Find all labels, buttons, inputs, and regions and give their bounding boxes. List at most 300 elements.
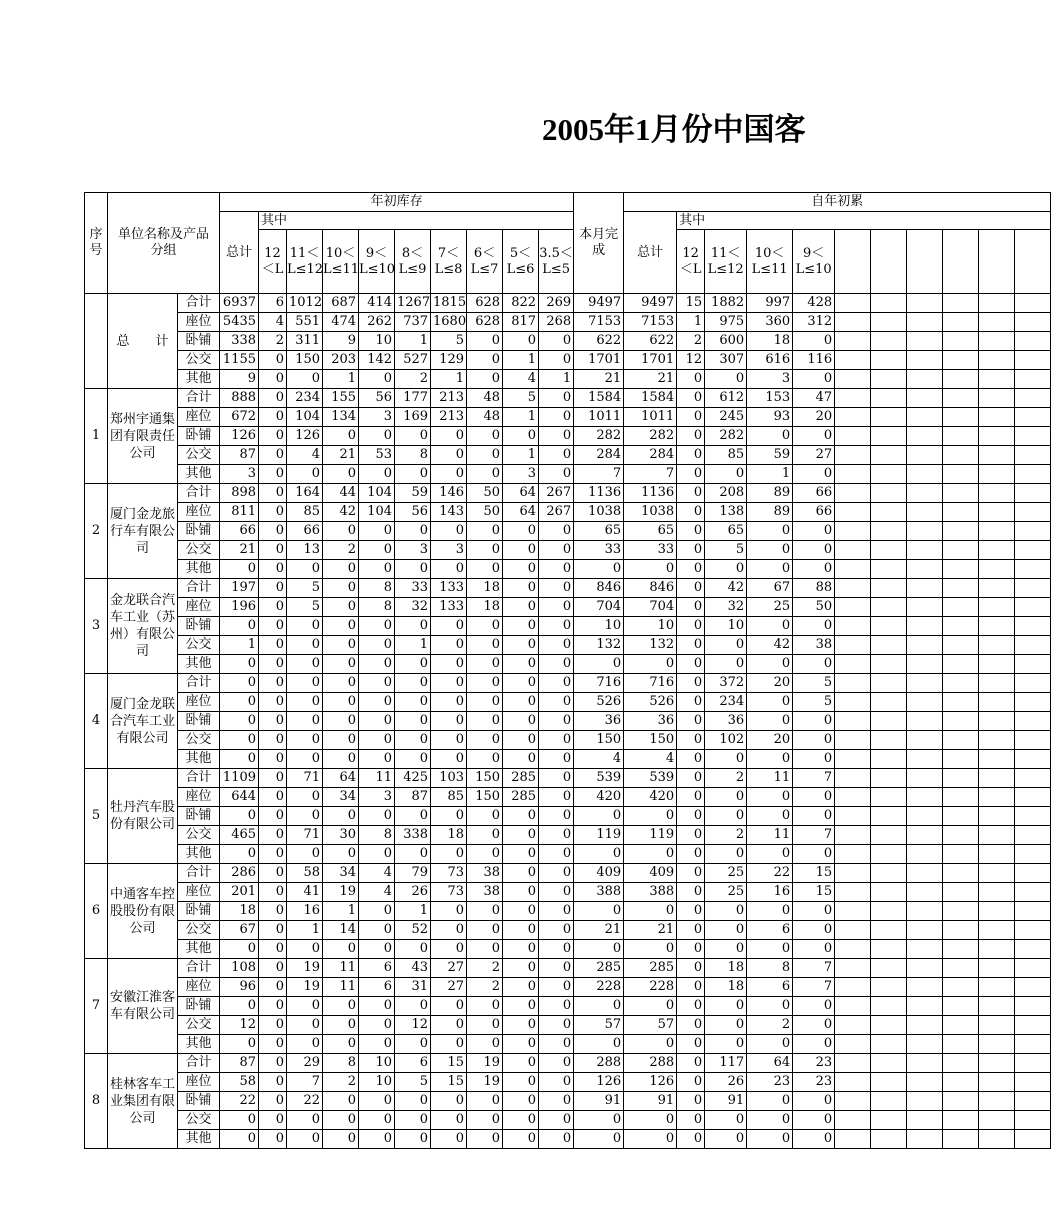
- data-cell: 0: [467, 1035, 503, 1054]
- data-cell: 0: [539, 408, 574, 427]
- data-cell: 33: [395, 579, 431, 598]
- data-cell: 0: [793, 370, 835, 389]
- data-cell: 0: [467, 522, 503, 541]
- data-cell: 0: [395, 712, 431, 731]
- table-row: [85, 750, 1051, 769]
- data-cell: 0: [677, 959, 705, 978]
- data-cell: 0: [220, 1111, 259, 1130]
- data-cell: 0: [677, 1111, 705, 1130]
- data-cell: 2: [395, 370, 431, 389]
- table-row: [85, 864, 1051, 883]
- data-cell: 409: [624, 864, 677, 883]
- report-title: 2005年1月份中国客: [542, 112, 806, 147]
- data-cell: 0: [539, 617, 574, 636]
- data-cell: 0: [677, 788, 705, 807]
- data-cell-hidden: [1015, 826, 1051, 845]
- data-cell: 0: [359, 921, 395, 940]
- data-cell: 0: [747, 712, 793, 731]
- data-cell: 26: [705, 1073, 747, 1092]
- data-cell: 18: [747, 332, 793, 351]
- data-cell-hidden: [907, 1054, 943, 1073]
- category-label: 公交: [178, 921, 220, 940]
- data-cell: 0: [287, 1111, 323, 1130]
- data-cell-hidden: [979, 788, 1015, 807]
- data-cell-hidden: [1015, 674, 1051, 693]
- data-cell: 0: [220, 807, 259, 826]
- data-cell: 18: [467, 598, 503, 617]
- total-header-2: 总计: [624, 212, 677, 294]
- data-cell-hidden: [907, 997, 943, 1016]
- data-cell: 3: [395, 541, 431, 560]
- data-cell-hidden: [1015, 617, 1051, 636]
- category-label: 其他: [178, 370, 220, 389]
- data-cell-hidden: [943, 921, 979, 940]
- category-label: 合计: [178, 484, 220, 503]
- data-cell-hidden: [835, 712, 871, 731]
- data-cell-hidden: [871, 560, 907, 579]
- data-cell: 89: [747, 503, 793, 522]
- data-cell: 102: [705, 731, 747, 750]
- data-cell: 1: [677, 313, 705, 332]
- data-cell: 153: [747, 389, 793, 408]
- data-cell: 372: [705, 674, 747, 693]
- data-cell: 0: [624, 1130, 677, 1149]
- data-cell: 116: [793, 351, 835, 370]
- data-cell: 0: [259, 370, 287, 389]
- data-cell-hidden: [907, 370, 943, 389]
- data-cell: 150: [624, 731, 677, 750]
- data-cell: 716: [624, 674, 677, 693]
- table-row: [85, 313, 1051, 332]
- data-cell: 0: [287, 1035, 323, 1054]
- data-cell-hidden: [1015, 522, 1051, 541]
- row-seq: 3: [85, 579, 108, 674]
- data-cell: 213: [431, 408, 467, 427]
- data-cell-hidden: [871, 788, 907, 807]
- data-cell: 0: [220, 1130, 259, 1149]
- data-cell: 716: [574, 674, 624, 693]
- data-cell: 64: [323, 769, 359, 788]
- data-cell-hidden: [943, 617, 979, 636]
- data-cell-hidden: [907, 579, 943, 598]
- data-cell: 5435: [220, 313, 259, 332]
- data-cell-hidden: [979, 294, 1015, 313]
- data-cell: 47: [793, 389, 835, 408]
- data-cell: 18: [220, 902, 259, 921]
- data-cell: 13: [287, 541, 323, 560]
- data-cell: 0: [359, 1130, 395, 1149]
- table-row: [85, 617, 1051, 636]
- data-cell: 2: [323, 1073, 359, 1092]
- data-cell-hidden: [871, 674, 907, 693]
- data-cell: 0: [395, 1111, 431, 1130]
- data-cell: 87: [220, 1054, 259, 1073]
- data-cell: 27: [793, 446, 835, 465]
- data-cell: 7: [793, 826, 835, 845]
- data-cell: 2: [705, 769, 747, 788]
- category-label: 座位: [178, 788, 220, 807]
- data-cell: 0: [287, 560, 323, 579]
- data-cell: 10: [705, 617, 747, 636]
- data-cell: 30: [323, 826, 359, 845]
- data-cell: 1: [395, 636, 431, 655]
- data-cell: 9497: [624, 294, 677, 313]
- category-label: 其他: [178, 1035, 220, 1054]
- table-row: [85, 959, 1051, 978]
- data-cell-hidden: [871, 503, 907, 522]
- data-cell: 1155: [220, 351, 259, 370]
- data-cell: 0: [747, 560, 793, 579]
- data-cell: 203: [323, 351, 359, 370]
- data-cell: 0: [747, 845, 793, 864]
- data-cell: 11: [323, 959, 359, 978]
- data-cell: 67: [220, 921, 259, 940]
- table-row: [85, 579, 1051, 598]
- data-cell: 414: [359, 294, 395, 313]
- unit-header: 单位名称及产品分组: [108, 193, 220, 294]
- data-cell: 0: [467, 845, 503, 864]
- data-cell: 133: [431, 598, 467, 617]
- data-cell: 126: [574, 1073, 624, 1092]
- data-cell: 38: [467, 864, 503, 883]
- data-cell: 0: [431, 617, 467, 636]
- data-cell-hidden: [979, 902, 1015, 921]
- data-cell: 32: [705, 598, 747, 617]
- data-cell: 0: [220, 655, 259, 674]
- data-cell: 0: [793, 427, 835, 446]
- range-header: 3.5＜L≤5: [539, 230, 574, 294]
- data-cell-hidden: [907, 617, 943, 636]
- data-cell-hidden: [835, 655, 871, 674]
- data-cell: 1011: [624, 408, 677, 427]
- data-cell: 34: [323, 864, 359, 883]
- data-cell: 0: [259, 826, 287, 845]
- data-cell: 0: [624, 1035, 677, 1054]
- data-cell: 0: [503, 826, 539, 845]
- data-cell: 18: [431, 826, 467, 845]
- data-cell: 0: [259, 655, 287, 674]
- data-cell: 1: [503, 408, 539, 427]
- data-cell-hidden: [871, 313, 907, 332]
- data-cell: 3: [503, 465, 539, 484]
- data-cell-hidden: [871, 997, 907, 1016]
- data-cell: 0: [323, 598, 359, 617]
- data-cell: 0: [287, 655, 323, 674]
- data-cell-hidden: [979, 712, 1015, 731]
- data-cell-hidden: [1015, 769, 1051, 788]
- data-cell: 0: [287, 750, 323, 769]
- range-header: 10＜L≤11: [323, 230, 359, 294]
- data-cell: 0: [287, 617, 323, 636]
- data-cell-hidden: [907, 294, 943, 313]
- data-cell: 0: [747, 940, 793, 959]
- data-cell: 143: [431, 503, 467, 522]
- data-cell: 0: [287, 370, 323, 389]
- data-cell: 0: [747, 1111, 793, 1130]
- data-cell: 0: [431, 845, 467, 864]
- data-cell: 687: [323, 294, 359, 313]
- table-row: [85, 598, 1051, 617]
- unit-name: 安徽江淮客车有限公司: [108, 959, 178, 1054]
- data-cell: 0: [395, 560, 431, 579]
- data-cell: 0: [287, 788, 323, 807]
- data-cell-hidden: [835, 503, 871, 522]
- data-cell: 0: [287, 940, 323, 959]
- data-cell: 12: [220, 1016, 259, 1035]
- data-cell: 5: [793, 693, 835, 712]
- data-cell: 409: [574, 864, 624, 883]
- data-cell-hidden: [907, 826, 943, 845]
- data-cell: 0: [220, 940, 259, 959]
- data-cell: 0: [574, 997, 624, 1016]
- data-cell-hidden: [907, 332, 943, 351]
- data-cell: 0: [539, 560, 574, 579]
- data-cell: 11: [747, 826, 793, 845]
- data-cell-hidden: [835, 294, 871, 313]
- data-cell: 0: [539, 636, 574, 655]
- data-cell-hidden: [979, 1054, 1015, 1073]
- data-cell: 285: [503, 769, 539, 788]
- data-cell-hidden: [1015, 370, 1051, 389]
- data-cell: 2: [467, 959, 503, 978]
- data-cell-hidden: [979, 978, 1015, 997]
- data-cell: 0: [624, 655, 677, 674]
- data-cell: 0: [323, 807, 359, 826]
- data-cell: 0: [677, 617, 705, 636]
- table-row: [85, 693, 1051, 712]
- data-cell: 0: [677, 731, 705, 750]
- data-cell: 0: [793, 712, 835, 731]
- data-cell: 0: [259, 731, 287, 750]
- data-cell: 0: [539, 1016, 574, 1035]
- data-cell: 282: [624, 427, 677, 446]
- data-cell-hidden: [943, 769, 979, 788]
- data-cell-hidden: [835, 902, 871, 921]
- data-cell-hidden: [979, 522, 1015, 541]
- data-cell: 311: [287, 332, 323, 351]
- data-cell: 898: [220, 484, 259, 503]
- category-label: 座位: [178, 883, 220, 902]
- data-cell: 88: [793, 579, 835, 598]
- data-cell: 0: [503, 1111, 539, 1130]
- data-cell: 0: [747, 617, 793, 636]
- data-cell: 150: [467, 769, 503, 788]
- data-cell: 0: [539, 674, 574, 693]
- data-cell: 0: [259, 750, 287, 769]
- data-cell: 338: [395, 826, 431, 845]
- data-cell: 0: [624, 902, 677, 921]
- data-cell: 0: [287, 693, 323, 712]
- data-cell-hidden: [907, 1092, 943, 1111]
- category-label: 座位: [178, 978, 220, 997]
- category-label: 合计: [178, 294, 220, 313]
- data-cell: 3: [747, 370, 793, 389]
- table-row: [85, 427, 1051, 446]
- data-cell: 7: [793, 959, 835, 978]
- data-cell: 428: [793, 294, 835, 313]
- data-cell: 811: [220, 503, 259, 522]
- data-cell: 4: [624, 750, 677, 769]
- data-cell: 0: [359, 560, 395, 579]
- data-cell: 0: [431, 750, 467, 769]
- data-cell: 3: [359, 408, 395, 427]
- data-cell: 0: [259, 1111, 287, 1130]
- data-cell: 622: [624, 332, 677, 351]
- data-cell: 19: [467, 1073, 503, 1092]
- data-cell-hidden: [1015, 484, 1051, 503]
- data-cell-hidden: [871, 826, 907, 845]
- data-cell: 14: [323, 921, 359, 940]
- data-cell: 126: [624, 1073, 677, 1092]
- data-cell: 282: [574, 427, 624, 446]
- data-cell: 0: [323, 997, 359, 1016]
- data-cell: 12: [395, 1016, 431, 1035]
- data-cell: 7153: [574, 313, 624, 332]
- data-cell: 0: [793, 788, 835, 807]
- data-cell: 0: [793, 655, 835, 674]
- table-row: [85, 446, 1051, 465]
- data-cell: 268: [539, 313, 574, 332]
- data-cell: 0: [323, 1092, 359, 1111]
- data-cell-hidden: [835, 427, 871, 446]
- data-cell: 628: [467, 294, 503, 313]
- data-cell: 0: [359, 655, 395, 674]
- data-cell-hidden: [835, 997, 871, 1016]
- data-cell: 0: [677, 807, 705, 826]
- data-cell: 56: [359, 389, 395, 408]
- data-cell: 2: [705, 826, 747, 845]
- data-cell: 1: [395, 332, 431, 351]
- data-cell: 0: [624, 997, 677, 1016]
- data-cell-hidden: [943, 408, 979, 427]
- data-cell: 228: [574, 978, 624, 997]
- data-cell: 0: [467, 693, 503, 712]
- data-cell-hidden: [979, 1111, 1015, 1130]
- data-cell-hidden: [1015, 598, 1051, 617]
- data-cell-hidden: [1015, 408, 1051, 427]
- data-cell: 0: [431, 712, 467, 731]
- data-cell-hidden: [979, 655, 1015, 674]
- data-cell-hidden: [907, 503, 943, 522]
- data-cell: 0: [705, 560, 747, 579]
- data-cell: 0: [503, 1035, 539, 1054]
- data-cell-hidden: [979, 484, 1015, 503]
- data-cell: 169: [395, 408, 431, 427]
- range-header-ytd-hidden: [979, 230, 1015, 294]
- data-cell: 0: [431, 940, 467, 959]
- data-cell-hidden: [835, 750, 871, 769]
- data-cell-hidden: [943, 845, 979, 864]
- data-cell: 10: [574, 617, 624, 636]
- data-cell-hidden: [943, 1054, 979, 1073]
- data-cell: 11: [359, 769, 395, 788]
- data-cell: 0: [323, 522, 359, 541]
- data-cell: 0: [259, 617, 287, 636]
- data-cell-hidden: [979, 921, 1015, 940]
- data-cell: 208: [705, 484, 747, 503]
- data-cell-hidden: [835, 541, 871, 560]
- category-label: 座位: [178, 693, 220, 712]
- data-cell: 0: [359, 617, 395, 636]
- data-cell: 0: [467, 1092, 503, 1111]
- data-cell-hidden: [907, 978, 943, 997]
- data-cell-hidden: [943, 503, 979, 522]
- data-cell-hidden: [1015, 845, 1051, 864]
- unit-name: 厦门金龙联合汽车工业有限公司: [108, 674, 178, 769]
- data-cell: 1012: [287, 294, 323, 313]
- data-cell: 0: [323, 427, 359, 446]
- category-label: 合计: [178, 959, 220, 978]
- data-cell: 0: [539, 1073, 574, 1092]
- data-cell-hidden: [907, 807, 943, 826]
- data-cell-hidden: [943, 788, 979, 807]
- data-cell: 0: [539, 1111, 574, 1130]
- data-cell-hidden: [979, 617, 1015, 636]
- data-cell: 3: [220, 465, 259, 484]
- data-cell: 0: [287, 1016, 323, 1035]
- data-cell: 5: [503, 389, 539, 408]
- category-label: 其他: [178, 655, 220, 674]
- table-row: [85, 389, 1051, 408]
- data-cell: 0: [624, 845, 677, 864]
- data-cell-hidden: [871, 731, 907, 750]
- data-cell: 0: [359, 902, 395, 921]
- data-cell: 8: [323, 1054, 359, 1073]
- data-cell-hidden: [943, 864, 979, 883]
- data-cell-hidden: [943, 1035, 979, 1054]
- data-cell: 0: [747, 655, 793, 674]
- data-cell-hidden: [907, 712, 943, 731]
- data-cell-hidden: [1015, 332, 1051, 351]
- range-header-ytd-hidden: [835, 230, 871, 294]
- data-cell: 0: [259, 788, 287, 807]
- data-cell: 0: [705, 921, 747, 940]
- category-label: 座位: [178, 313, 220, 332]
- data-cell: 0: [431, 446, 467, 465]
- data-cell: 0: [539, 655, 574, 674]
- data-cell: 1: [431, 370, 467, 389]
- data-cell: 85: [287, 503, 323, 522]
- data-cell: 201: [220, 883, 259, 902]
- data-cell: 64: [503, 484, 539, 503]
- data-cell: 0: [287, 465, 323, 484]
- data-cell-hidden: [1015, 788, 1051, 807]
- data-cell-hidden: [835, 351, 871, 370]
- data-cell: 0: [677, 693, 705, 712]
- data-cell: 1: [323, 902, 359, 921]
- data-cell-hidden: [943, 750, 979, 769]
- data-cell-hidden: [835, 1111, 871, 1130]
- range-header: 12＜L: [259, 230, 287, 294]
- data-cell-hidden: [1015, 560, 1051, 579]
- data-cell-hidden: [907, 598, 943, 617]
- data-cell: 71: [287, 826, 323, 845]
- data-cell: 4: [359, 883, 395, 902]
- data-cell: 0: [624, 1111, 677, 1130]
- data-cell: 7: [574, 465, 624, 484]
- data-cell: 0: [259, 921, 287, 940]
- data-cell: 0: [574, 560, 624, 579]
- range-header-ytd-hidden: [871, 230, 907, 294]
- category-label: 卧铺: [178, 997, 220, 1016]
- data-cell: 0: [747, 541, 793, 560]
- data-cell: 5: [287, 598, 323, 617]
- data-cell-hidden: [979, 940, 1015, 959]
- data-cell-hidden: [871, 617, 907, 636]
- data-cell: 0: [747, 1035, 793, 1054]
- data-cell: 0: [677, 902, 705, 921]
- data-cell-hidden: [871, 427, 907, 446]
